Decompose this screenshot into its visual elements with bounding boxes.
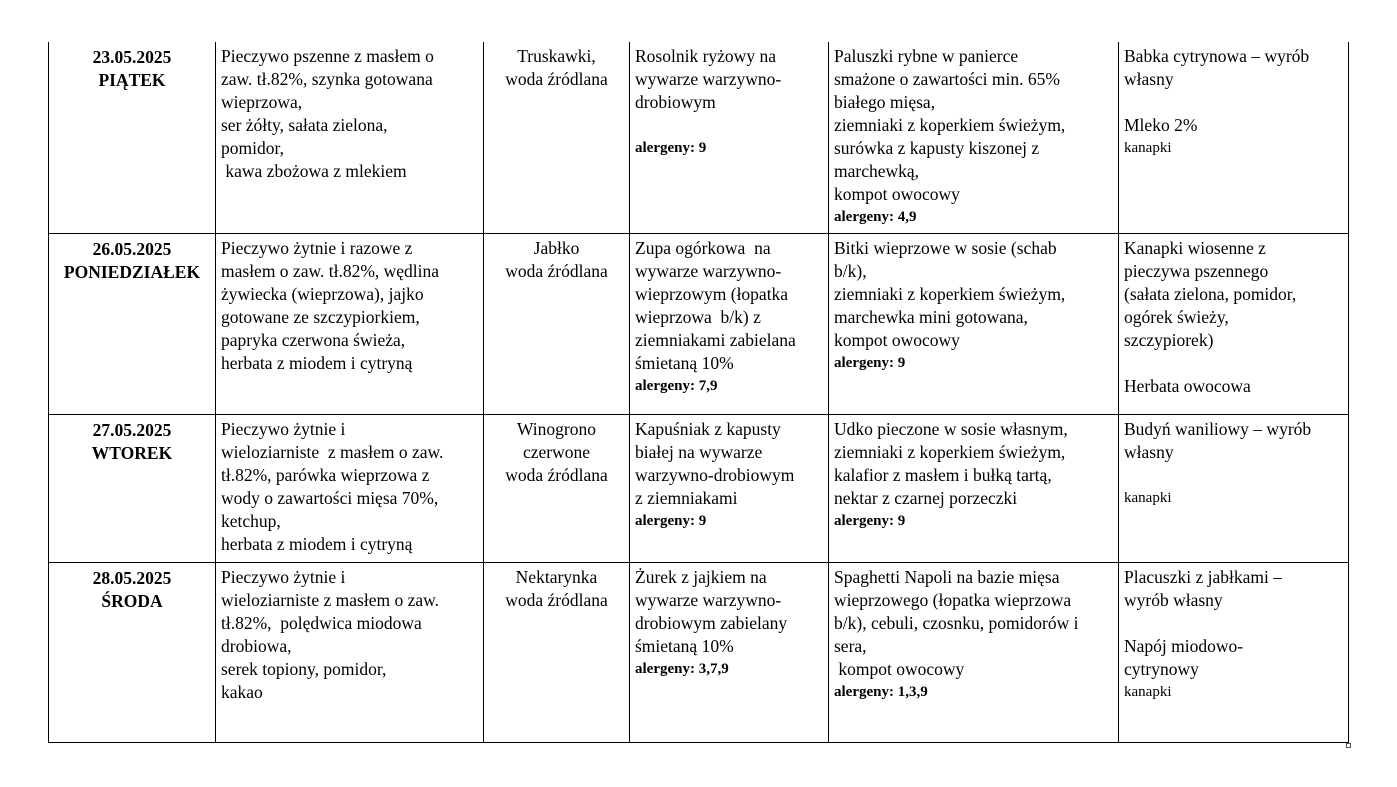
snack-line: Kanapki wiosenne z xyxy=(1124,237,1266,258)
main-course-line: marchewka mini gotowana, xyxy=(834,306,1028,327)
main-course-line: Bitki wieprzowe w sosie (schab xyxy=(834,237,1057,258)
snack-line: Placuszki z jabłkami – xyxy=(1124,566,1282,587)
soup-line: śmietaną 10% xyxy=(635,635,734,656)
fruit-line: woda źródlana xyxy=(505,589,608,610)
menu-body xyxy=(49,42,1349,742)
snack-cell xyxy=(1119,42,1349,233)
day-name: PONIEDZIAŁEK xyxy=(63,261,201,282)
day-cell xyxy=(49,42,216,233)
main-allergens: alergeny: 9 xyxy=(834,512,906,529)
main-course-line: nektar z czarnej porzeczki xyxy=(834,487,1018,508)
breakfast-line: wieloziarniste z masłem o zaw. xyxy=(221,589,440,610)
soup-allergens: alergeny: 3,7,9 xyxy=(635,660,729,677)
main-course-line: Spaghetti Napoli na bazie mięsa xyxy=(834,566,1060,587)
snack-line: Babka cytrynowa – wyrób xyxy=(1124,46,1310,66)
fruit-line: woda źródlana xyxy=(505,464,608,485)
main-allergens: alergeny: 1,3,9 xyxy=(834,683,928,700)
fruit-line: woda źródlana xyxy=(505,69,608,89)
main-allergens: alergeny: 4,9 xyxy=(834,209,917,225)
snack-line: szczypiorek) xyxy=(1124,329,1214,350)
breakfast-cell xyxy=(216,414,484,562)
fruit-line: Jabłko xyxy=(533,237,580,258)
soup-line xyxy=(635,114,823,137)
snack-line xyxy=(1124,352,1343,375)
snack-note: kanapki xyxy=(1124,683,1172,700)
breakfast-line: gotowane ze szczypiorkiem, xyxy=(221,306,420,327)
breakfast-line: ser żółty, sałata zielona, xyxy=(221,115,388,135)
day-date: 23.05.2025 xyxy=(92,47,172,67)
breakfast-line: kawa zbożowa z mlekiem xyxy=(221,161,407,181)
main-course-line: białego mięsa, xyxy=(834,92,936,112)
table-resize-handle[interactable] xyxy=(1346,743,1351,748)
main-course-line: surówka z kapusty kiszonej z xyxy=(834,138,1040,158)
main-course-line: smażone o zawartości min. 65% xyxy=(834,69,1060,89)
menu-table xyxy=(48,42,1349,743)
snack-line xyxy=(1124,91,1343,114)
main-course-line: kalafior z masłem i bułką tartą, xyxy=(834,464,1052,485)
snack-line: Mleko 2% xyxy=(1124,115,1198,135)
snack-cell xyxy=(1119,233,1349,414)
fruit-cell xyxy=(484,414,630,562)
main-course-line: wieprzowego (łopatka wieprzowa xyxy=(834,589,1072,610)
fruit-line: woda źródlana xyxy=(505,260,608,281)
soup-line: warzywno-drobiowym xyxy=(635,464,795,485)
soup-allergens: alergeny: 9 xyxy=(635,512,707,529)
breakfast-line: żywiecka (wieprzowa), jajko xyxy=(221,283,424,304)
breakfast-line: wieloziarniste z masłem o zaw. xyxy=(221,441,444,462)
snack-line: pieczywa pszennego xyxy=(1124,260,1269,281)
main-course-line: kompot owocowy xyxy=(834,658,965,679)
breakfast-line: wieprzowa, xyxy=(221,92,303,112)
snack-note: kanapki xyxy=(1124,140,1172,156)
day-cell xyxy=(49,233,216,414)
day-date: 28.05.2025 xyxy=(92,567,172,588)
snack-line: cytrynowy xyxy=(1124,658,1199,679)
main-course-cell xyxy=(829,414,1119,562)
main-course-line: kompot owocowy xyxy=(834,184,960,204)
soup-line: drobiowym xyxy=(635,92,716,112)
main-course-line: Paluszki rybne w panierce xyxy=(834,46,1019,66)
main-course-line: b/k), cebuli, czosnku, pomidorów i xyxy=(834,612,1079,633)
soup-cell xyxy=(630,233,829,414)
soup-line: białej na wywarze xyxy=(635,441,763,462)
snack-line: własny xyxy=(1124,441,1174,462)
soup-line: Zupa ogórkowa na xyxy=(635,237,771,258)
soup-cell xyxy=(630,562,829,742)
breakfast-line: serek topiony, pomidor, xyxy=(221,658,387,679)
day-name: WTOREK xyxy=(91,442,173,463)
snack-line: własny xyxy=(1124,69,1174,89)
main-course-cell xyxy=(829,562,1119,742)
breakfast-line: pomidor, xyxy=(221,138,284,158)
fruit-cell xyxy=(484,562,630,742)
breakfast-cell xyxy=(216,42,484,233)
snack-line: (sałata zielona, pomidor, xyxy=(1124,283,1297,304)
snack-line: Napój miodowo- xyxy=(1124,635,1244,656)
breakfast-line: papryka czerwona świeża, xyxy=(221,329,406,350)
main-course-line: kompot owocowy xyxy=(834,329,960,350)
breakfast-line: herbata z miodem i cytryną xyxy=(221,533,413,554)
soup-allergens: alergeny: 9 xyxy=(635,140,707,156)
breakfast-line: drobiowa, xyxy=(221,635,292,656)
breakfast-line: tł.82%, parówka wieprzowa z xyxy=(221,464,430,485)
main-course-line: Udko pieczone w sosie własnym, xyxy=(834,418,1068,439)
breakfast-line: tł.82%, polędwica miodowa xyxy=(221,612,422,633)
main-course-line: sera, xyxy=(834,635,867,656)
soup-line: wywarze warzywno- xyxy=(635,69,782,89)
breakfast-line: zaw. tł.82%, szynka gotowana xyxy=(221,69,433,89)
breakfast-line: Pieczywo pszenne z masłem o xyxy=(221,46,434,66)
main-course-cell xyxy=(829,42,1119,233)
main-course-line: b/k), xyxy=(834,260,867,281)
menu-row xyxy=(49,233,1349,414)
snack-line xyxy=(1124,464,1343,487)
day-cell xyxy=(49,414,216,562)
day-name: ŚRODA xyxy=(101,590,163,611)
snack-cell xyxy=(1119,562,1349,742)
soup-cell xyxy=(630,42,829,233)
main-course-cell xyxy=(829,233,1119,414)
breakfast-cell xyxy=(216,562,484,742)
soup-line: śmietaną 10% xyxy=(635,352,734,373)
menu-row xyxy=(49,562,1349,742)
day-cell xyxy=(49,562,216,742)
breakfast-line: kakao xyxy=(221,681,263,702)
breakfast-line: herbata z miodem i cytryną xyxy=(221,352,413,373)
main-course-line: ziemniaki z koperkiem świeżym, xyxy=(834,283,1066,304)
main-course-line: marchewką, xyxy=(834,161,920,181)
breakfast-line: masłem o zaw. tł.82%, wędlina xyxy=(221,260,440,281)
breakfast-line: wody o zawartości mięsa 70%, xyxy=(221,487,439,508)
menu-row xyxy=(49,414,1349,562)
soup-allergens: alergeny: 7,9 xyxy=(635,377,718,394)
snack-line xyxy=(1124,612,1343,635)
soup-line: ziemniakami zabielana xyxy=(635,329,796,350)
menu-row xyxy=(49,42,1349,233)
snack-line: Budyń waniliowy – wyrób xyxy=(1124,418,1312,439)
soup-line: wywarze warzywno- xyxy=(635,589,782,610)
soup-line: z ziemniakami xyxy=(635,487,738,508)
soup-cell xyxy=(630,414,829,562)
soup-line: drobiowym zabielany xyxy=(635,612,788,633)
soup-line: Żurek z jajkiem na xyxy=(635,566,767,587)
main-allergens: alergeny: 9 xyxy=(834,354,906,371)
day-date: 26.05.2025 xyxy=(92,238,172,259)
snack-line: wyrób własny xyxy=(1124,589,1223,610)
day-name: PIĄTEK xyxy=(98,70,166,90)
breakfast-cell xyxy=(216,233,484,414)
soup-line: wieprzowym (łopatka xyxy=(635,283,789,304)
fruit-line: Truskawki, xyxy=(517,46,596,66)
main-course-line: ziemniaki z koperkiem świeżym, xyxy=(834,115,1066,135)
breakfast-line: Pieczywo żytnie i razowe z xyxy=(221,237,413,258)
snack-line: Herbata owocowa xyxy=(1124,375,1251,396)
breakfast-line: ketchup, xyxy=(221,510,281,531)
day-date: 27.05.2025 xyxy=(92,419,172,440)
fruit-line: Nektarynka xyxy=(515,566,598,587)
soup-line: wieprzowa b/k) z xyxy=(635,306,761,327)
breakfast-line: Pieczywo żytnie i xyxy=(221,418,346,439)
main-course-line: ziemniaki z koperkiem świeżym, xyxy=(834,441,1066,462)
fruit-cell xyxy=(484,42,630,233)
fruit-line: Winogrono xyxy=(516,418,596,439)
fruit-line: czerwone xyxy=(522,441,591,462)
snack-line: ogórek świeży, xyxy=(1124,306,1229,327)
snack-cell xyxy=(1119,414,1349,562)
fruit-cell xyxy=(484,233,630,414)
soup-line: wywarze warzywno- xyxy=(635,260,782,281)
breakfast-line: Pieczywo żytnie i xyxy=(221,566,346,587)
soup-line: Rosolnik ryżowy na xyxy=(635,46,776,66)
soup-line: Kapuśniak z kapusty xyxy=(635,418,781,439)
snack-note: kanapki xyxy=(1124,489,1172,506)
